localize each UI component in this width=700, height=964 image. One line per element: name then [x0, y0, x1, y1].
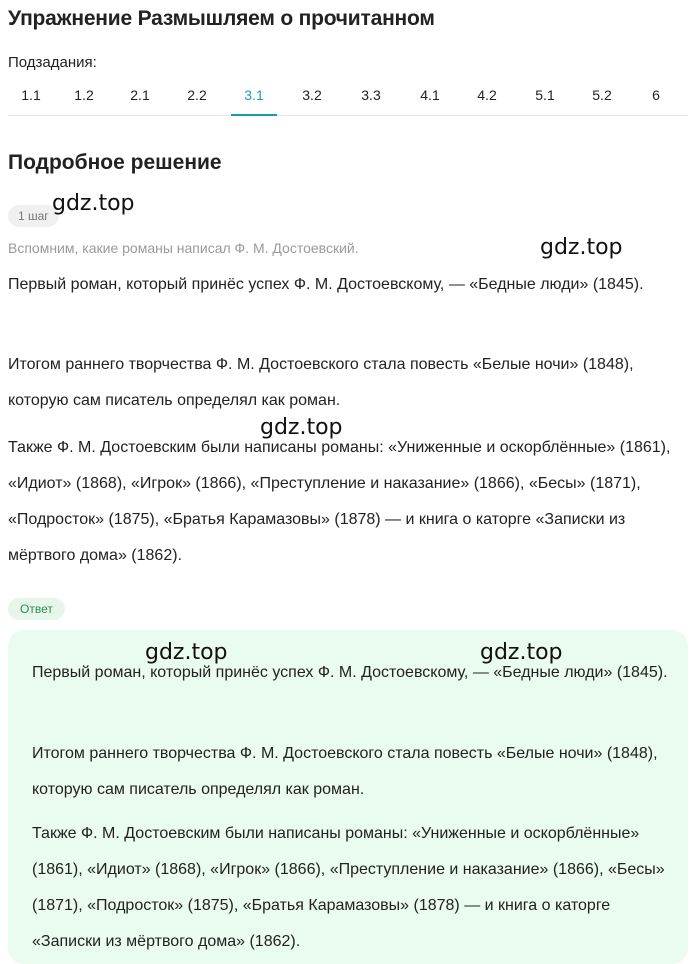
- step-badge: 1 шаг: [8, 205, 59, 227]
- tab-3-1[interactable]: 3.1: [231, 80, 277, 116]
- answer-badge: Ответ: [8, 598, 65, 620]
- page-title: Упражнение Размышляем о прочитанном: [8, 7, 435, 30]
- subtask-tabs: [8, 80, 688, 116]
- subtasks-label: Подзадания:: [8, 54, 97, 71]
- watermark: gdz.top: [260, 415, 343, 440]
- tab-3-2[interactable]: 3.2: [302, 87, 322, 103]
- answer-box: [8, 630, 688, 964]
- watermark: gdz.top: [540, 235, 623, 260]
- step-hint: Вспомним, какие романы написал Ф. М. Достоевский.: [8, 240, 359, 256]
- answer-paragraph-2: Итогом раннего творчества Ф. М. Достоевского стала повесть «Белые ночи» (1848), которую сам писатель определял как роман.: [32, 745, 658, 798]
- tab-5-1[interactable]: 5.1: [535, 87, 555, 103]
- watermark: gdz.top: [52, 191, 135, 216]
- tab-4-1[interactable]: 4.1: [420, 87, 440, 103]
- answer-paragraph-3: Также Ф. М. Достоевским были написаны романы: «Униженные и оскорблённые» (1861), «Идиот» (1868), «Игрок» (1866), «Преступление и наказание» (1866), «Бесы» (1871), «Подросток» (1875), «Братья Карамазовы» (1878) — и книга о каторге «Записки из мёртвого дома» (1862).: [32, 825, 665, 950]
- tab-4-2[interactable]: 4.2: [477, 87, 497, 103]
- watermark: gdz.top: [480, 640, 563, 665]
- tab-3-3[interactable]: 3.3: [361, 87, 381, 103]
- tab-5-2[interactable]: 5.2: [592, 87, 612, 103]
- step-paragraph-3: Также Ф. М. Достоевским были написаны романы: «Униженные и оскорблённые» (1861), «Идиот» (1868), «Игрок» (1866), «Преступление и наказание» (1866), «Бесы» (1871), «Подросток» (1875), «Братья Карамазовы» (1878) — и книга о каторге «Записки из мёртвого дома» (1862).: [8, 439, 671, 564]
- tab-2-1[interactable]: 2.1: [130, 87, 150, 103]
- step-paragraph-1: Первый роман, который принёс успех Ф. М. Достоевскому, — «Бедные люди» (1845).: [8, 276, 644, 293]
- step-paragraph-2: Итогом раннего творчества Ф. М. Достоевского стала повесть «Белые ночи» (1848), которую сам писатель определял как роман.: [8, 356, 634, 409]
- tab-6[interactable]: 6: [652, 87, 660, 103]
- solution-title: Подробное решение: [8, 151, 222, 174]
- tab-1-1[interactable]: 1.1: [21, 87, 41, 103]
- watermark: gdz.top: [145, 640, 228, 665]
- answer-paragraph-1: Первый роман, который принёс успех Ф. М. Достоевскому, — «Бедные люди» (1845).: [32, 664, 668, 681]
- tab-1-2[interactable]: 1.2: [74, 87, 94, 103]
- tab-2-2[interactable]: 2.2: [187, 87, 207, 103]
